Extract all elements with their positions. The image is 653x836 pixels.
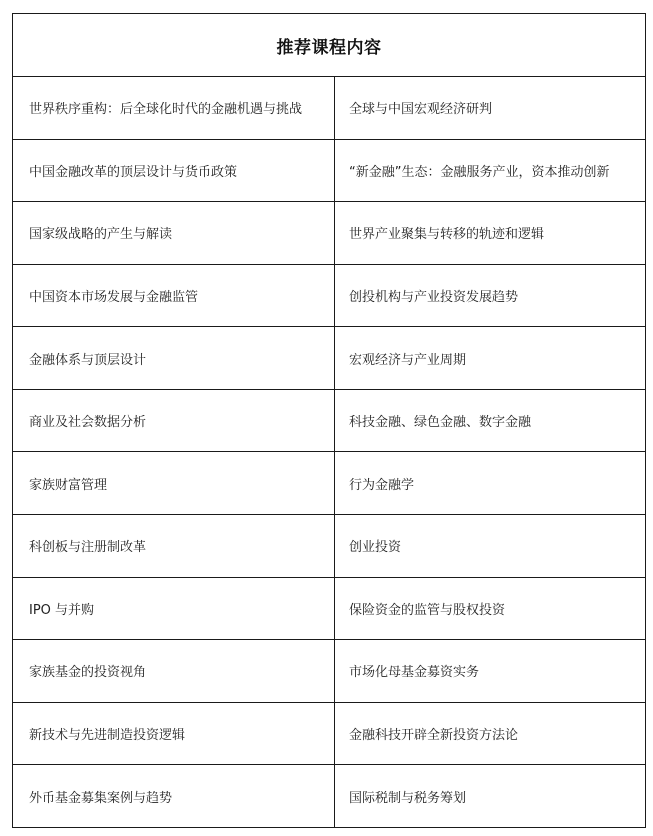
course-cell-right: 宏观经济与产业周期	[349, 352, 467, 368]
course-cell-left: 家族基金的投资视角	[13, 640, 335, 702]
course-cell-left: 商业及社会数据分析	[13, 390, 335, 452]
course-table	[12, 13, 646, 828]
course-cell-right: 保险资金的监管与股权投资	[349, 602, 506, 618]
table-row	[13, 640, 645, 703]
course-cell-right: 科技金融、绿色金融、数字金融	[349, 415, 532, 431]
table-row	[13, 578, 645, 641]
table-row	[13, 765, 645, 827]
table-row	[13, 703, 645, 766]
course-cell-right: 创投机构与产业投资发展趋势	[349, 290, 519, 306]
course-cell-left: 科创板与注册制改革	[13, 515, 335, 577]
course-cell-right: 创业投资	[349, 540, 402, 556]
table-row	[13, 140, 645, 203]
course-cell-left: 世界秩序重构：后全球化时代的金融机遇与挑战	[13, 77, 335, 139]
table-row	[13, 515, 645, 578]
course-cell-left: 新技术与先进制造投资逻辑	[13, 703, 335, 765]
course-cell-right: 世界产业聚集与转移的轨迹和逻辑	[349, 227, 545, 243]
course-cell-right: “新金融”生态：金融服务产业，资本推动创新	[349, 164, 610, 180]
course-cell-left: 国家级战略的产生与解读	[13, 202, 335, 264]
table-row	[13, 452, 645, 515]
course-cell-right: 行为金融学	[349, 477, 415, 493]
table-row	[13, 327, 645, 390]
course-cell-left: 家族财富管理	[13, 452, 335, 514]
table-title: 推荐课程内容	[276, 37, 382, 58]
table-row	[13, 390, 645, 453]
course-cell-right: 市场化母基金募资实务	[349, 665, 480, 681]
table-row	[13, 77, 645, 140]
course-cell-left: 金融体系与顶层设计	[13, 327, 335, 389]
table-row	[13, 265, 645, 328]
course-cell-left: 中国资本市场发展与金融监管	[13, 265, 335, 327]
table-row	[13, 202, 645, 265]
course-cell-left: IPO 与并购	[13, 578, 335, 640]
course-cell-right: 金融科技开辟全新投资方法论	[349, 728, 519, 744]
course-cell-right: 全球与中国宏观经济研判	[349, 102, 493, 118]
course-cell-left: 中国金融改革的顶层设计与货币政策	[13, 140, 335, 202]
table-header	[13, 14, 645, 77]
course-cell-right: 国际税制与税务筹划	[349, 790, 467, 806]
table-body	[13, 77, 645, 827]
course-cell-left: 外币基金募集案例与趋势	[13, 765, 335, 827]
